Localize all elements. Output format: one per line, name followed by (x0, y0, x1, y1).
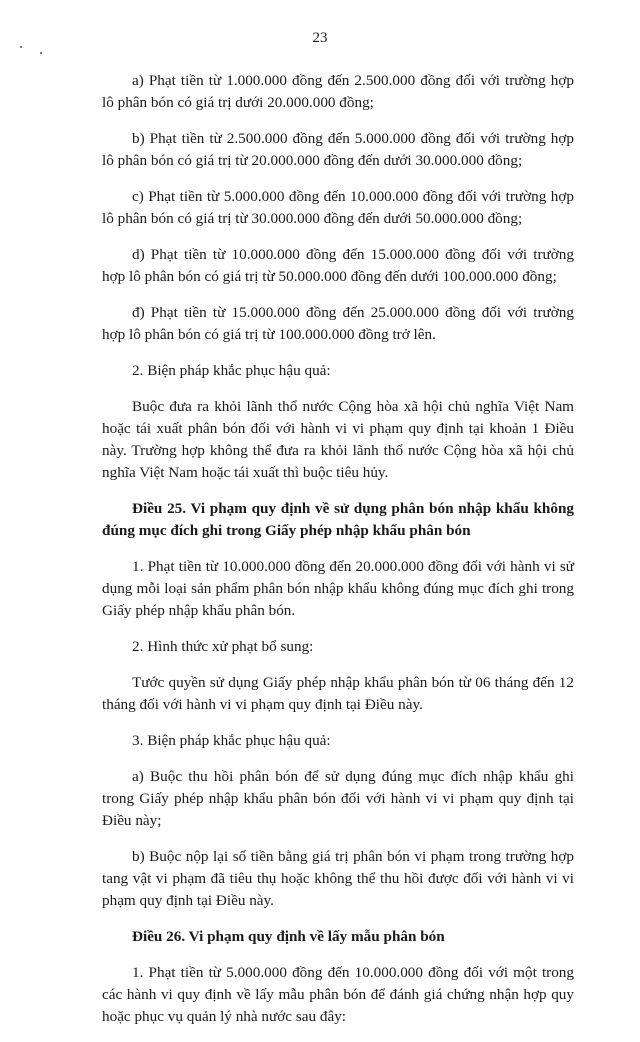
paragraph: b) Buộc nộp lại số tiền bằng giá trị phân bón vi phạm trong trường hợp tang vật vi phạm đã tiêu thụ hoặc không thể thu hồi được đối với hành vi vi phạm quy định tại Điều này. (102, 848, 574, 909)
paragraph: Buộc đưa ra khỏi lãnh thổ nước Cộng hòa xã hội chủ nghĩa Việt Nam hoặc tái xuất phân bón đối với hành vi vi phạm quy định tại khoản 1 Điều này. Trường hợp không thể đưa ra khỏi lãnh thổ nước Cộng hòa xã hội chủ nghĩa Việt Nam hoặc tái xuất thì buộc tiêu hủy. (102, 398, 574, 481)
document-body (102, 70, 574, 1042)
paragraph: đ) Phạt tiền từ 15.000.000 đồng đến 25.000.000 đồng đối với trường hợp lô phân bón có giá trị từ 100.000.000 đồng trở lên. (102, 304, 574, 343)
paragraph: 2. Biện pháp khắc phục hậu quả: (132, 362, 331, 379)
paragraph: a) Buộc thu hồi phân bón để sử dụng đúng mục đích nhập khẩu ghi trong Giấy phép nhập khẩu phân bón đối với hành vi vi phạm quy định tại Điều này; (102, 768, 574, 829)
page-number: 23 (312, 30, 328, 46)
paragraph: 2. Hình thức xử phạt bổ sung: (132, 638, 314, 655)
article-heading: Điều 25. Vi phạm quy định về sử dụng phân bón nhập khẩu không đúng mục đích ghi trong Giấy phép nhập khẩu phân bón (102, 500, 574, 539)
paragraph: c) Phạt tiền từ 5.000.000 đồng đến 10.000.000 đồng đối với trường hợp lô phân bón có giá trị từ 30.000.000 đồng đến dưới 50.000.000 đồng; (102, 188, 574, 227)
paragraph: 3. Biện pháp khắc phục hậu quả: (132, 732, 331, 749)
article-heading: Điều 26. Vi phạm quy định về lấy mẫu phân bón (132, 928, 445, 945)
scan-speck (20, 46, 22, 48)
paragraph: a) Phạt tiền từ 1.000.000 đồng đến 2.500.000 đồng đối với trường hợp lô phân bón có giá trị dưới 20.000.000 đồng; (102, 72, 574, 111)
paragraph: d) Phạt tiền từ 10.000.000 đồng đến 15.000.000 đồng đối với trường hợp lô phân bón có giá trị từ 50.000.000 đồng đến dưới 100.000.000 đồng; (102, 246, 574, 285)
paragraph: Tước quyền sử dụng Giấy phép nhập khẩu phân bón từ 06 tháng đến 12 tháng đối với hành vi vi phạm quy định tại Điều này. (102, 674, 574, 713)
scan-speck (40, 52, 42, 54)
paragraph: 1. Phạt tiền từ 10.000.000 đồng đến 20.000.000 đồng đối với hành vi sử dụng mỗi loại sản phẩm phân bón nhập khẩu không đúng mục đích ghi trong Giấy phép nhập khẩu phân bón. (102, 558, 574, 619)
paragraph: b) Phạt tiền từ 2.500.000 đồng đến 5.000.000 đồng đối với trường hợp lô phân bón có giá trị từ 20.000.000 đồng đến dưới 30.000.000 đồng; (102, 130, 574, 169)
paragraph: 1. Phạt tiền từ 5.000.000 đồng đến 10.000.000 đồng đối với một trong các hành vi quy định về lấy mẫu phân bón để đánh giá chứng nhận hợp quy hoặc phục vụ quản lý nhà nước sau đây: (102, 964, 574, 1025)
